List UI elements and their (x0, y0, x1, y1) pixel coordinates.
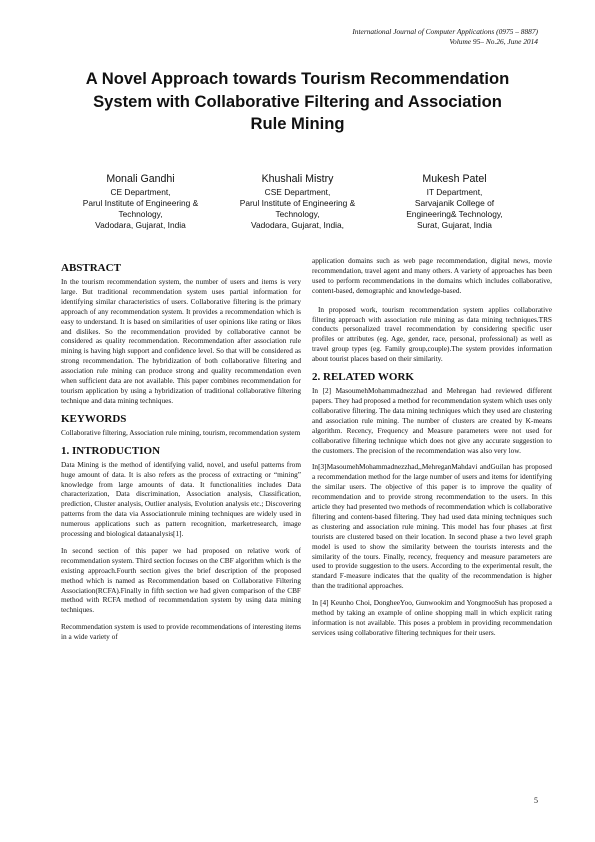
introduction-paragraph: In second section of this paper we had proposed on relative work of recommendation system. Third section focuses on the CBF algorithm which is the existing approach.Fourth section gives the brief description of the proposed method which is named as Recommendation based on Collaborative Filtering Association(RCFA).Finally in fifth section we had given comparison of the CBF method with RCFA method of recommendation system by using data mining techniques. (61, 545, 301, 615)
title-line-1: A Novel Approach towards Tourism Recommendation (85, 69, 510, 88)
related-work-paragraph: In [4] Keunho Choi, DongheeYoo, Gunwookim and YongmooSuh has proposed a method by taking an example of online shopping mall in which explicit rating information is not available. This poses a problem in providing recommendation services using collaborative filtering techniques for their users. (312, 598, 552, 637)
continued-paragraph: application domains such as web page recommendation, digital news, movie recommendation, travel agent and many others. A variety of approaches has been used to perform recommendations in the domains which includes collaborative, content-based, demographic and knowledge-based. (312, 256, 552, 295)
author-name: Monali Gandhi (106, 173, 175, 185)
related-work-paragraph: In [2] MasoumehMohammadnezzhad and Mehregan had reviewed different papers. They had proposed a method for recommendation system which uses only collaborative filtering. The data mining techniques which they used are clustering and association rule mining. The number of clusters are created by K-means algorithm. Recency, Frequency and Measure parameters were not used for collaborative filtering technique which does not give any accurate suggestion to the customers. The precision of the recommendation was also very low. (312, 386, 552, 455)
introduction-paragraph: Data Mining is the method of identifying valid, novel, and useful patterns from huge amount of data. It is also refers as the process of extracting or “mining” knowledge from large amounts of data. It functionalities includes Data characterization, Data discrimination, Association analysis, Classification, prediction, Cluster analysis, Outlier analysis, Evolution analysis etc.; Discovering patterns from the data via Associationrule mining techniques are widely used in numerous applications such as pattern recognition, marketresearch, image processing and biological dataanalysis[1]. (61, 459, 301, 539)
author-name: Khushali Mistry (261, 173, 334, 185)
related-work-paragraph: In[3]MasoumehMohammadnezzhad,,MehreganMahdavi andGuilan has proposed a recommendation method for the large number of users and items for identifying the similar users. The objective of this paper is to improve the quality of recommendation and to provide strong recommendation to the users. In this article they had presented two methods of recommendation which is collaborative filtering and content-based filtering. They had used data mining techniques such as clustering and association rule mining. This model has four phases .at first tourists are clustered based on their location. In second phase a two level graph model is used to show the similarity between the tourists interests and the similarity of the tours. Finally, recency, frequency and measure parameters are used to provide suggestion to the users. According to the experimental result, the standard F-measure indicates that the quality of the recommendation is higher than the traditional approaches. (312, 462, 552, 591)
affiliation-line: Parul Institute of Engineering & (239, 198, 356, 208)
journal-name: International Journal of Computer Applications (0975 – 8887) (352, 27, 538, 36)
introduction-heading: 1. INTRODUCTION (61, 444, 161, 457)
page-number: 5 (534, 796, 538, 805)
keywords-text: Collaborative filtering, Association rule mining, tourism, recommendation system (61, 427, 301, 437)
abstract-text: In the tourism recommendation system, the number of users and items is very large. But traditional recommendation system uses partial information for identifying similar characteristics of users. Collaborative filtering is the primary approach of any recommendation system. It provides a recommendation which is easy to understand. It is based on similarities of user opinions like rating or likes and dislikes. So the recommendation provided by collaborative cannot be considered as quality recommendation. Recommendation after association rule mining is having high support and confidence level. So that will be considered as strong recommendation. The hybridization of both collaborative filtering and association rule mining can produce strong and quality recommendation even when sufficient data are not available. This paper combines recommendation for tourism application by using a hybridization of traditional collaborative filtering technique and data mining techniques. (61, 277, 301, 405)
abstract-heading: ABSTRACT (61, 262, 121, 274)
affiliation-line: IT Department, (426, 187, 483, 197)
author-block (62, 172, 533, 231)
affiliation-line: Sarvajanik College of (414, 198, 495, 208)
author-name: Mukesh Patel (422, 173, 487, 185)
paper-title (40, 68, 555, 136)
introduction-paragraph: Recommendation system is used to provide recommendations of interesting items in a wide variety of (61, 622, 301, 642)
affiliation-line: CE Department, (110, 187, 171, 197)
affiliation-line: Surat, Gujarat, India (417, 220, 492, 230)
author-2 (219, 172, 376, 231)
title-line-2: System with Collaborative Filtering and Association (93, 91, 502, 111)
affiliation-line: Technology, (275, 209, 320, 219)
proposed-work-paragraph: In proposed work, tourism recommendation system applies collaborative filtering approach with association rule mining as data mining techniques.TRS conducts personalized travel recommendation by considering specific user profiles or attributes (eg. Age, gender, race, personal, professional) as well as travel group types (eg. Family group,couple).The system provides information about tourist places based on their similarity. (312, 304, 552, 364)
author-1 (62, 172, 219, 231)
title-line-3: Rule Mining (250, 114, 345, 133)
related-work-heading: 2. RELATED WORK (312, 371, 414, 384)
affiliation-line: Vadodara, Gujarat, India (95, 220, 186, 230)
right-column (312, 256, 552, 645)
affiliation-line: Vadodara, Gujarat, India, (251, 220, 344, 230)
volume-info: Volume 95– No.26, June 2014 (449, 37, 538, 46)
affiliation-line: Engineering& Technology, (406, 209, 503, 219)
affiliation-line: Parul Institute of Engineering & (82, 198, 199, 208)
affiliation-line: Technology, (118, 209, 163, 219)
author-3 (376, 172, 533, 231)
left-column (61, 262, 301, 649)
running-head (258, 27, 538, 47)
keywords-heading: KEYWORDS (61, 412, 127, 425)
affiliation-line: CSE Department, (264, 187, 331, 197)
